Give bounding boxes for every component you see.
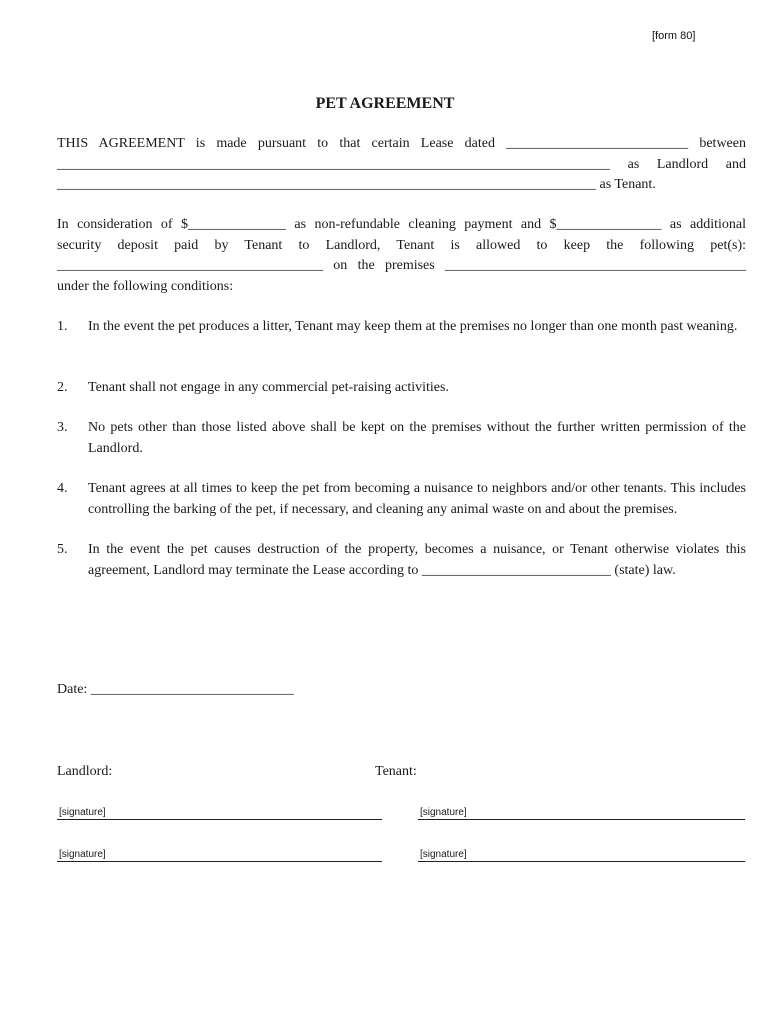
consideration-line-1: In consideration of $______________ as non-refundable cleaning payment and $_______________ as additional xyxy=(57,217,746,232)
tenant-signature-line-1[interactable]: [signature] xyxy=(418,806,745,820)
intro-paragraph xyxy=(57,134,746,196)
document-title: PET AGREEMENT xyxy=(315,95,455,112)
condition-text: No pets other than those listed above shall be kept on the premises without the further written permission of the Landlord. xyxy=(88,420,746,456)
condition-item xyxy=(57,317,746,338)
landlord-label: Landlord: xyxy=(57,764,113,779)
consideration-line-3: ______________________________________ on the premises ___________________________________________ xyxy=(57,258,746,273)
consideration-line-2: security deposit paid by Tenant to Landlord, Tenant is allowed to keep the following pet(s): xyxy=(57,237,746,253)
condition-number: 5. xyxy=(57,542,68,557)
condition-number: 3. xyxy=(57,420,68,435)
landlord-signature-line-2[interactable]: [signature] xyxy=(57,848,382,862)
condition-item xyxy=(57,418,746,459)
condition-item xyxy=(57,479,746,520)
landlord-signature-line-1[interactable]: [signature] xyxy=(57,806,382,820)
consideration-paragraph xyxy=(57,215,746,297)
condition-number: 2. xyxy=(57,380,68,395)
form-number-tag: [form 80] xyxy=(652,30,696,42)
tenant-signature-line-2[interactable]: [signature] xyxy=(418,848,745,862)
condition-item xyxy=(57,378,746,399)
intro-line-2: _______________________________________________________________________________ as Landlord and xyxy=(57,156,746,172)
condition-text: Tenant shall not engage in any commercial pet-raising activities. xyxy=(88,380,449,395)
condition-text: Tenant agrees at all times to keep the pet from becoming a nuisance to neighbors and/or other tenants. This includes controlling the barking of the pet, if necessary, and cleaning any animal waste on and about the premises. xyxy=(88,481,746,517)
condition-number: 4. xyxy=(57,481,68,496)
condition-text: In the event the pet produces a litter, Tenant may keep them at the premises no longer than one month past weaning. xyxy=(88,319,738,334)
condition-item xyxy=(57,540,746,581)
tenant-label: Tenant: xyxy=(375,764,417,779)
intro-line-1: THIS AGREEMENT is made pursuant to that certain Lease dated __________________________ between xyxy=(57,136,746,151)
consideration-line-4: under the following conditions: xyxy=(57,278,234,294)
date-field[interactable]: Date: _____________________________ xyxy=(57,682,294,697)
condition-number: 1. xyxy=(57,319,68,334)
intro-line-3: _____________________________________________________________________________ as Tenant. xyxy=(57,177,656,192)
condition-text: In the event the pet causes destruction of the property, becomes a nuisance, or Tenant otherwise violates this agreement, Landlord may terminate the Lease according to ___________________________ (state) law. xyxy=(88,542,746,578)
